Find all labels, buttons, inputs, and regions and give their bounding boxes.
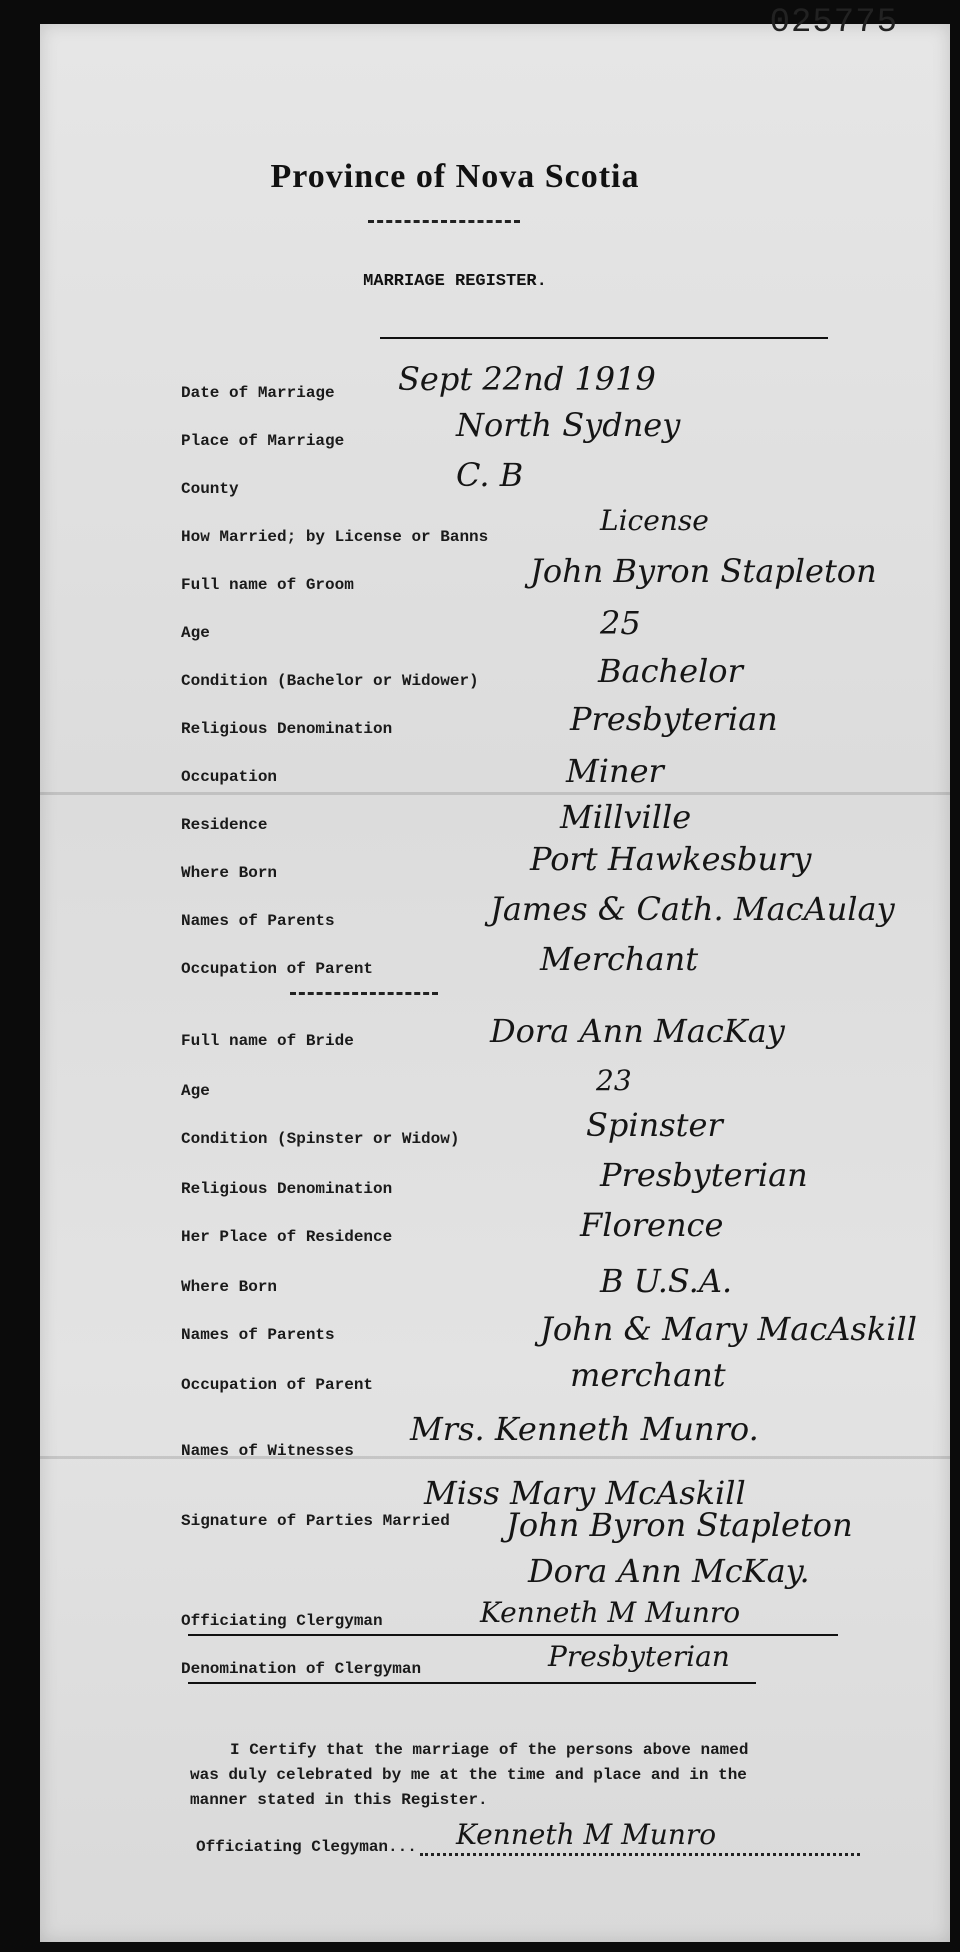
label-groom-occupation: Occupation — [181, 768, 278, 786]
value-groom-occupation: Miner — [566, 752, 664, 790]
denomination-underline — [188, 1682, 756, 1684]
section-divider — [290, 992, 438, 995]
value-bride-signature: Dora Ann McKay. — [528, 1552, 810, 1590]
label-date-of-marriage: Date of Marriage — [181, 384, 335, 402]
value-clergy-denomination: Presbyterian — [548, 1640, 730, 1673]
label-bride-age: Age — [181, 1082, 210, 1100]
value-bride-residence: Florence — [580, 1206, 724, 1244]
label-bride-where-born: Where Born — [181, 1278, 278, 1296]
value-bride-age: 23 — [596, 1064, 632, 1097]
value-bride-condition: Spinster — [586, 1106, 723, 1144]
value-bride-denomination: Presbyterian — [600, 1156, 808, 1194]
label-bride-residence: Her Place of Residence — [181, 1228, 393, 1246]
label-groom-parent-occupation: Occupation of Parent — [181, 960, 374, 978]
register-page — [40, 24, 950, 1942]
value-groom-parents: James & Cath. MacAulay — [490, 890, 895, 928]
label-groom-age: Age — [181, 624, 210, 642]
label-groom-parents: Names of Parents — [181, 912, 335, 930]
value-groom-residence: Millville — [560, 798, 692, 836]
label-bride-parent-occupation: Occupation of Parent — [181, 1376, 374, 1394]
value-date-of-marriage: Sept 22nd 1919 — [398, 360, 656, 398]
label-witnesses: Names of Witnesses — [181, 1442, 354, 1460]
value-county: C. B — [456, 456, 524, 494]
fold-line — [40, 1456, 950, 1459]
value-groom-name: John Byron Stapleton — [530, 552, 877, 590]
value-certificate-signature: Kenneth M Munro — [456, 1818, 717, 1851]
value-groom-parent-occupation: Merchant — [540, 940, 699, 978]
value-how-married: License — [600, 504, 709, 537]
fold-line — [40, 792, 950, 795]
label-groom-name: Full name of Groom — [181, 576, 354, 594]
page-title: Province of Nova Scotia — [270, 158, 640, 195]
label-groom-condition: Condition (Bachelor or Widower) — [181, 672, 479, 690]
value-witness-2: Miss Mary McAskill — [424, 1474, 746, 1512]
label-bride-denomination: Religious Denomination — [181, 1180, 393, 1198]
label-groom-where-born: Where Born — [181, 864, 278, 882]
label-bride-condition: Condition (Spinster or Widow) — [181, 1130, 460, 1148]
certificate-line-3: manner stated in this Register. — [190, 1791, 488, 1809]
label-how-married: How Married; by License or Banns — [181, 528, 489, 546]
value-groom-age: 25 — [600, 604, 641, 642]
label-groom-denomination: Religious Denomination — [181, 720, 393, 738]
label-signatures: Signature of Parties Married — [181, 1512, 450, 1530]
certificate-sign-label: Officiating Clegyman... — [196, 1838, 417, 1856]
label-place-of-marriage: Place of Marriage — [181, 432, 345, 450]
signature-dotted-line — [420, 1853, 860, 1856]
label-clergy-denomination: Denomination of Clergyman — [181, 1660, 422, 1678]
title-divider — [368, 220, 520, 223]
label-groom-residence: Residence — [181, 816, 268, 834]
certificate-line-2: was duly celebrated by me at the time and place and in the — [190, 1766, 747, 1784]
officiating-underline — [188, 1634, 838, 1636]
label-officiating-clergyman: Officiating Clergyman — [181, 1612, 383, 1630]
header-rule — [380, 337, 828, 339]
value-place-of-marriage: North Sydney — [456, 406, 681, 444]
label-bride-name: Full name of Bride — [181, 1032, 354, 1050]
certificate-text — [190, 1738, 880, 1813]
value-groom-where-born: Port Hawkesbury — [530, 840, 812, 878]
value-bride-name: Dora Ann MacKay — [490, 1012, 785, 1050]
label-bride-parents: Names of Parents — [181, 1326, 335, 1344]
value-groom-signature: John Byron Stapleton — [506, 1506, 853, 1544]
value-bride-parents: John & Mary MacAskill — [540, 1310, 917, 1348]
value-bride-parent-occupation: merchant — [570, 1356, 726, 1394]
value-bride-where-born: B U.S.A. — [600, 1262, 733, 1300]
value-groom-condition: Bachelor — [598, 652, 743, 690]
label-county: County — [181, 480, 239, 498]
value-officiating-clergyman: Kenneth M Munro — [480, 1596, 741, 1629]
page-subtitle: MARRIAGE REGISTER. — [363, 272, 547, 291]
value-witness-1: Mrs. Kenneth Munro. — [410, 1410, 759, 1448]
document-number-stamp: 025775 — [769, 4, 898, 42]
value-groom-denomination: Presbyterian — [570, 700, 778, 738]
certificate-line-1: I Certify that the marriage of the persons above named — [230, 1741, 749, 1759]
